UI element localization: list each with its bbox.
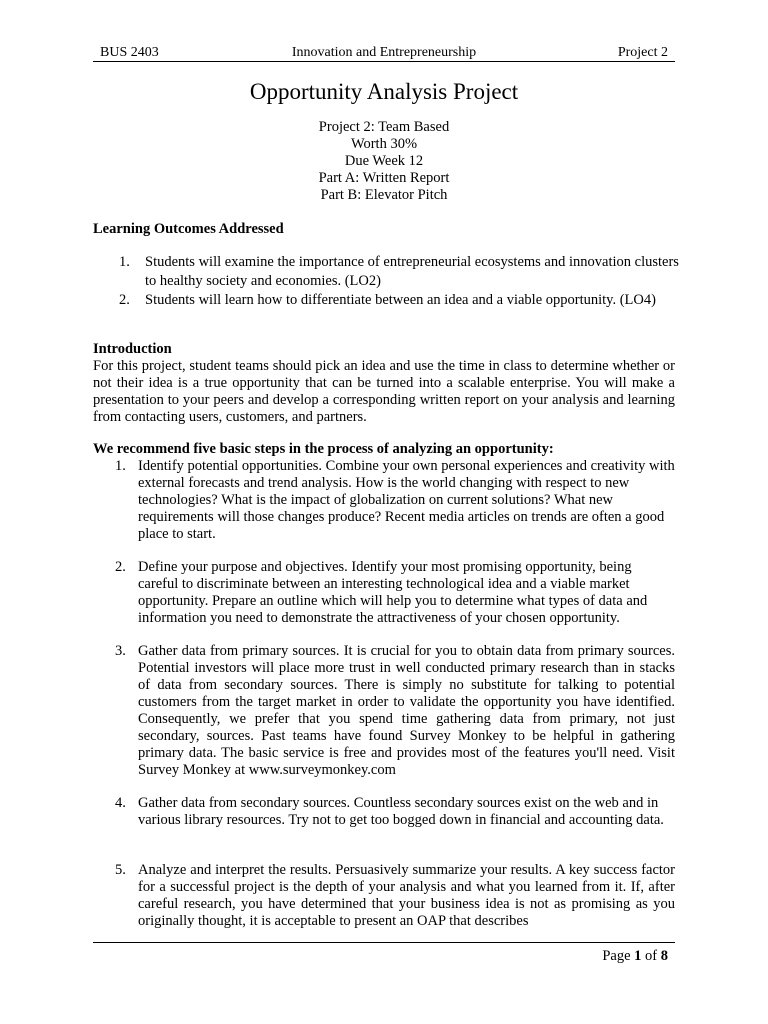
step-item (115, 795, 675, 829)
page-word: Page (602, 948, 631, 964)
of-word: of (645, 948, 658, 964)
meta-line: Part B: Elevator Pitch (320, 187, 448, 203)
step-item (115, 458, 675, 543)
meta-line: Project 2: Team Based (318, 119, 450, 135)
introduction-paragraph: For this project, student teams should pick an idea and use the time in class to determine whether or not their idea is a true opportunity that can be turned into a scalable enterprise. You will make a presentation to your peers and develop a corresponding written report on your analysis and learning from contacting users, customers, and partners. (93, 358, 675, 425)
header-project-label: Project 2 (617, 45, 668, 60)
meta-line: Part A: Written Report (318, 170, 450, 186)
header-course-code: BUS 2403 (100, 45, 159, 60)
total-pages: 8 (660, 948, 668, 964)
learning-outcome-item (119, 253, 679, 291)
step-item (115, 643, 675, 779)
introduction-heading: Introduction (93, 341, 172, 357)
step-text: Define your purpose and objectives. Identify your most promising opportunity, being careful to discriminate between an interesting technological idea and a viable market opportunity. Prepare an outline which will help you to determine what types of data and information you need to demonstrate the attractiveness of your chosen opportunity. (138, 559, 648, 626)
list-number: 1. (119, 254, 130, 270)
footer-rule (93, 942, 675, 943)
steps-heading: We recommend five basic steps in the process of analyzing an opportunity: (93, 441, 554, 457)
list-number: 5. (115, 862, 126, 878)
header-course-title: Innovation and Entrepreneurship (291, 45, 477, 60)
step-text: Gather data from secondary sources. Countless secondary sources exist on the web and in various library resources. Try not to get too bogged down in financial and accounting data. (138, 795, 664, 828)
step-text: Identify potential opportunities. Combine your own personal experiences and creativity with external forecasts and trend analysis. How is the world changing with respect to new technologies? What is the impact of globalization on current solutions? What new requirements will those changes produce? Recent media articles on trends are often a good place to start. (138, 458, 675, 542)
step-text: Analyze and interpret the results. Persuasively summarize your results. A key success factor for a successful project is the depth of your analysis and what you learned from it. If, after careful research, you have determined that your business idea is not as promising as you originally thought, it is acceptable to present an OAP that describes (138, 862, 675, 929)
list-number: 3. (115, 643, 126, 659)
step-item (115, 862, 675, 930)
list-number: 4. (115, 795, 126, 811)
step-text: Gather data from primary sources. It is crucial for you to obtain data from primary sources. Potential investors will place more trust in well conducted primary research than in stacks of data from secondary sources. There is simply no substitute for talking to potential customers from the target market in order to validate the opportunity you have identified. Consequently, we prefer that you spend time gathering data from primary, not just secondary, sources. Past teams have found Survey Monkey to be helpful in gathering primary data. The basic service is free and provides most of the features you'll need. Visit Survey Monkey at www.surveymonkey.com (138, 643, 675, 778)
project-meta (0, 119, 768, 204)
learning-outcome-item (119, 292, 679, 309)
meta-line: Worth 30% (350, 136, 418, 152)
learning-outcome-text: Students will learn how to differentiate between an idea and a viable opportunity. (LO4) (145, 292, 656, 308)
list-number: 2. (119, 292, 130, 308)
learning-outcome-text: Students will examine the importance of entrepreneurial ecosystems and innovation clusters to healthy society and economies. (LO2) (145, 254, 679, 289)
current-page: 1 (634, 948, 642, 964)
page-number (602, 947, 668, 965)
page-header (93, 44, 675, 62)
meta-line: Due Week 12 (344, 153, 424, 169)
list-number: 2. (115, 559, 126, 575)
step-item (115, 559, 675, 627)
learning-outcomes-heading: Learning Outcomes Addressed (93, 221, 284, 237)
page-title: Opportunity Analysis Project (249, 79, 519, 104)
list-number: 1. (115, 458, 126, 474)
